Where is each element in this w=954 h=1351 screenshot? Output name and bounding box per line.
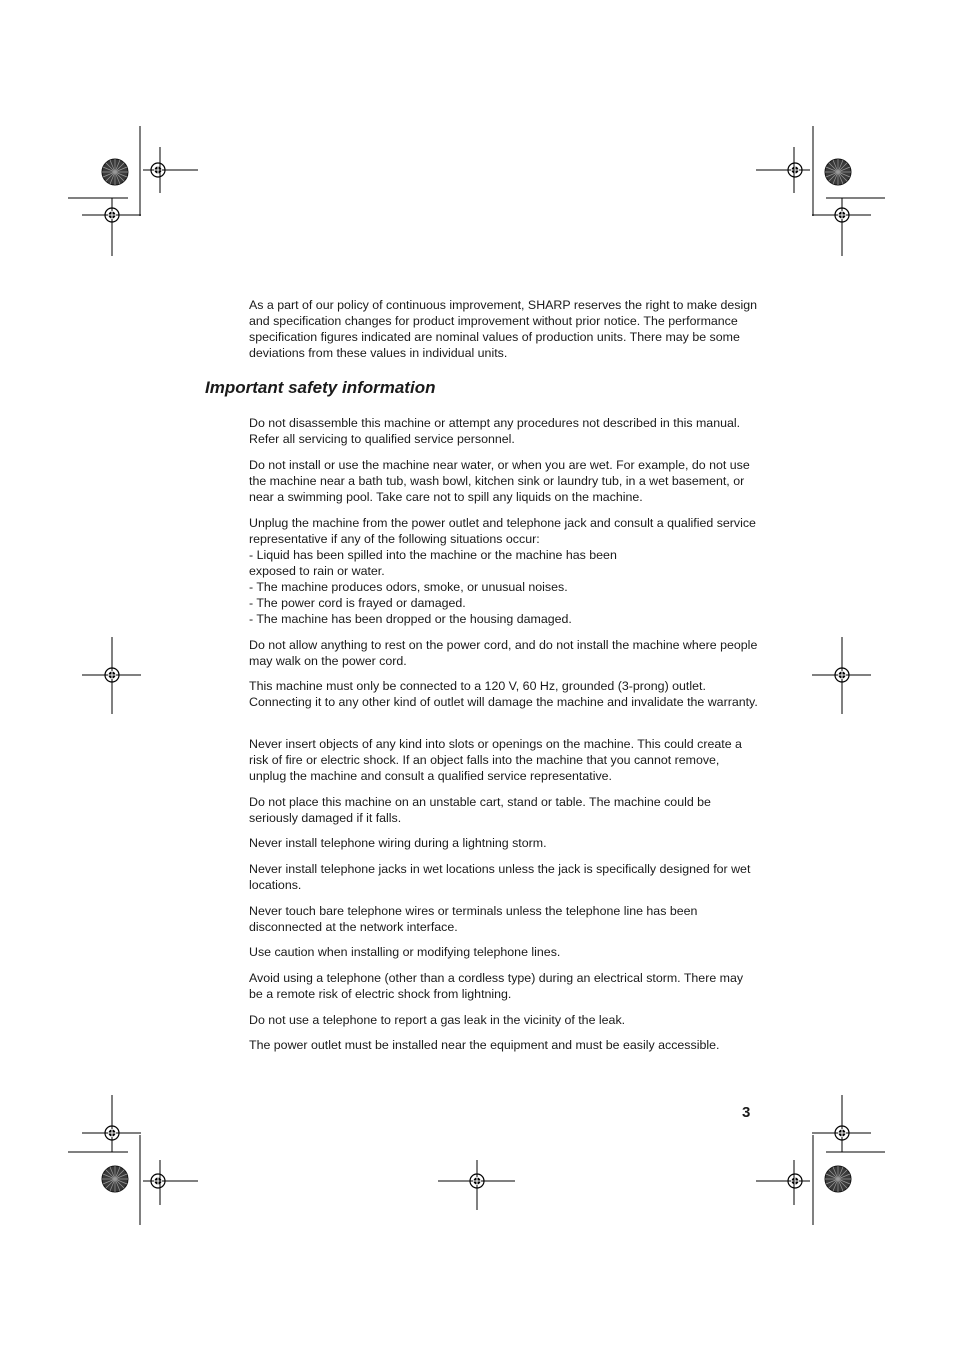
safety-paragraph-12: Avoid using a telephone (other than a cordless type) during an electrical storm. There may be a remote risk of electric shock from lightning. xyxy=(249,971,744,1001)
safety-paragraph-5: This machine must only be connected to a 120 V, 60 Hz, grounded (3-prong) outlet. Connecting it to any other kind of outlet will damage the machine and invalidate the warranty. xyxy=(249,679,758,709)
safety-paragraph-3: Unplug the machine from the power outlet and telephone jack and consult a qualified service representative if any of the following situations occur: - Liquid has been spilled into the machine or the machine has been exposed to rain or water. - The machine produces odors, smoke, or unusual noises. - The power cord is frayed or damaged. - The machine has been dropped or the housing damaged. xyxy=(249,516,756,626)
safety-paragraph-8: Never install telephone wiring during a lightning storm. xyxy=(249,836,547,850)
intro-paragraph: As a part of our policy of continuous improvement, SHARP reserves the right to make design and specification changes for product improvement without prior notice. The performance specification figures indicated are nominal values of production units. There may be some deviations from these values in individual units. xyxy=(249,298,758,360)
safety-paragraph-6: Never insert objects of any kind into slots or openings on the machine. This could create a risk of fire or electric shock. If an object falls into the machine that you cannot remove, unplug the machine and consult a qualified service representative. xyxy=(249,737,742,783)
safety-paragraph-13: Do not use a telephone to report a gas leak in the vicinity of the leak. xyxy=(249,1013,626,1027)
safety-paragraph-9: Never install telephone jacks in wet locations unless the jack is specifically designed for wet locations. xyxy=(249,862,751,892)
safety-paragraph-1: Do not disassemble this machine or attempt any procedures not described in this manual. Refer all servicing to qualified service personnel. xyxy=(249,416,741,446)
section-heading: Important safety information xyxy=(205,378,436,397)
safety-paragraph-7: Do not place this machine on an unstable cart, stand or table. The machine could be seriously damaged if it falls. xyxy=(249,795,711,825)
safety-paragraph-10: Never touch bare telephone wires or terminals unless the telephone line has been disconnected at the network interface. xyxy=(249,904,698,934)
safety-paragraph-2: Do not install or use the machine near water, or when you are wet. For example, do not use the machine near a bath tub, wash bowl, kitchen sink or laundry tub, in a wet basement, or near a swimming pool. Take care not to spill any liquids on the machine. xyxy=(249,458,750,504)
safety-paragraph-11: Use caution when installing or modifying telephone lines. xyxy=(249,945,561,959)
page-number: 3 xyxy=(742,1104,751,1121)
safety-paragraph-4: Do not allow anything to rest on the power cord, and do not install the machine where people may walk on the power cord. xyxy=(249,638,758,668)
safety-paragraph-14: The power outlet must be installed near the equipment and must be easily accessible. xyxy=(249,1038,720,1052)
